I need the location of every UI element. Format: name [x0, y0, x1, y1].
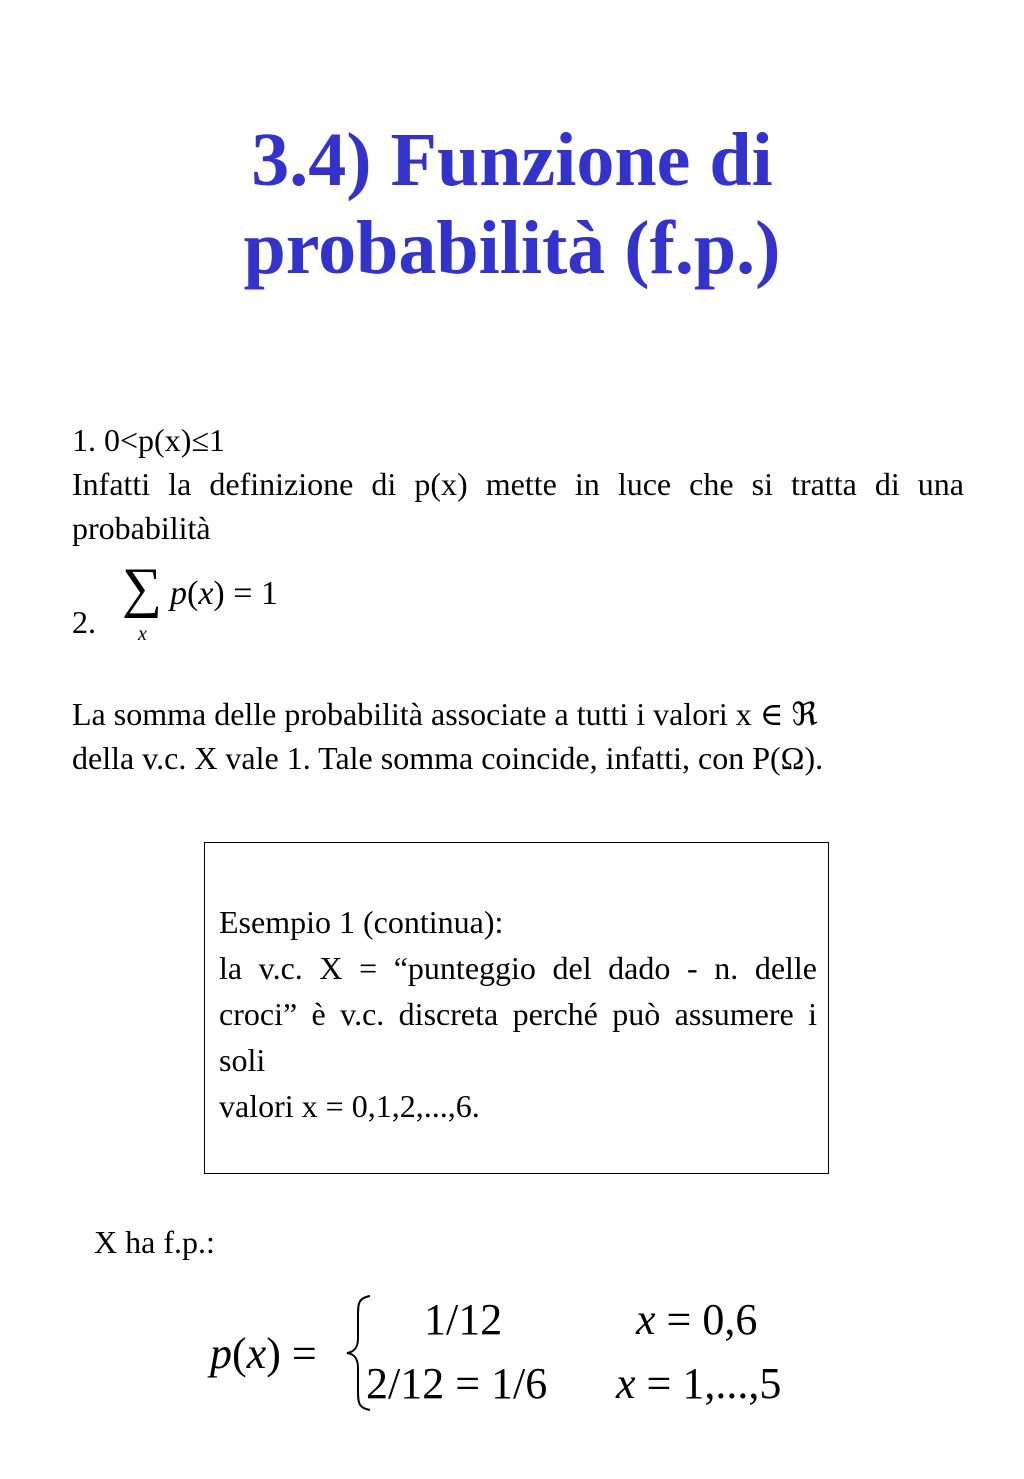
- case-2-condition: [616, 1356, 781, 1412]
- case-2-var: x: [616, 1359, 636, 1408]
- pmf-lhs-x: x: [246, 1329, 267, 1378]
- case-1-domain: = 0,6: [655, 1295, 758, 1344]
- title-line-1: 3.4) Funzione di: [251, 118, 773, 202]
- example-box: [204, 842, 829, 1174]
- example-body: la v.c. X = “punteggio del dado - n. delle croci” è v.c. discreta perché può assumere i soli: [219, 950, 817, 1078]
- para2-line-1: La somma delle probabilità associate a tutti i valori x ∈ ℜ: [72, 696, 818, 732]
- sum-equals-one: ) = 1: [213, 575, 278, 612]
- property-1-explanation: Infatti la definizione di p(x) mette in luce che si tratta di una probabilità: [72, 466, 964, 546]
- title-line-2: probabilità (f.p.): [243, 206, 781, 290]
- sum-p: p: [170, 575, 187, 612]
- sum-subscript: x: [138, 623, 147, 645]
- example-values: valori x = 0,1,2,...,6.: [219, 1088, 480, 1124]
- pmf-lhs: p(x) =: [210, 1329, 317, 1378]
- case-2-domain: = 1,...,5: [635, 1359, 782, 1408]
- para2-line-2: della v.c. X vale 1. Tale somma coincide, infatti, con P(Ω).: [72, 740, 824, 776]
- case-1-var: x: [636, 1295, 656, 1344]
- sum-x: x: [198, 575, 214, 612]
- example-heading: Esempio 1 (continua):: [219, 904, 504, 940]
- sum-formula: [122, 557, 342, 656]
- page-title: [0, 116, 1024, 292]
- pmf-lhs-p: p: [210, 1329, 232, 1378]
- sigma-symbol: ∑: [122, 557, 162, 619]
- property-1: 1. 0<p(x)≤1: [72, 422, 225, 458]
- case-1-value: 1/12: [424, 1295, 503, 1344]
- example-text: [219, 899, 817, 1129]
- case-1-condition: [636, 1292, 757, 1348]
- property-2-number: 2.: [72, 604, 96, 640]
- sum-expression: p(x) = 1: [170, 575, 278, 612]
- property-2-explanation: [72, 692, 964, 780]
- fp-label: X ha f.p.:: [94, 1224, 215, 1260]
- case-2-value: 2/12 = 1/6: [366, 1359, 548, 1408]
- pmf-formula: [210, 1292, 810, 1422]
